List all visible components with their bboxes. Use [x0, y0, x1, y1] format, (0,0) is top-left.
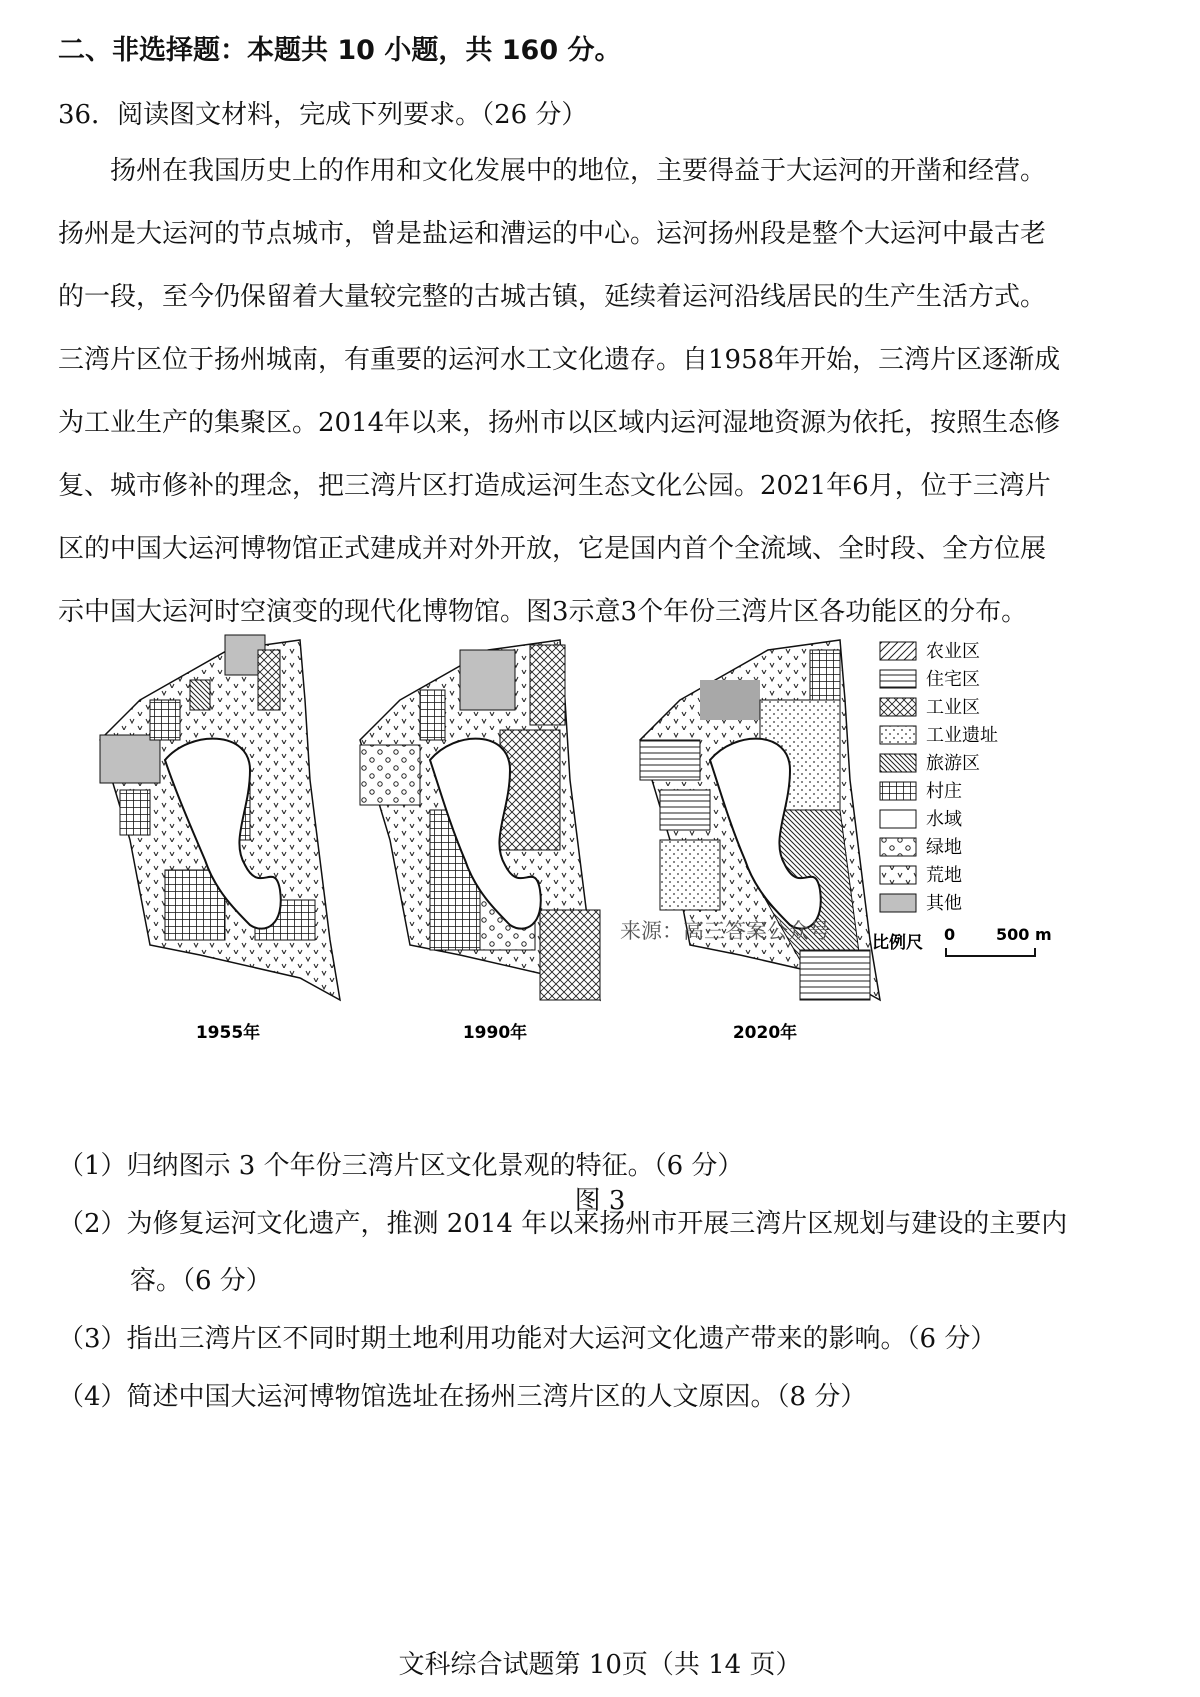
other-area [460, 650, 515, 710]
legend-label: 旅游区 [926, 753, 980, 774]
legend-label: 农业区 [926, 641, 980, 662]
legend-label: 工业遗址 [926, 725, 998, 746]
question-header: 36．阅读图文材料，完成下列要求。（26 分） [58, 100, 588, 130]
paragraph-line: 扬州在我国历史上的作用和文化发展中的地位，主要得益于大运河的开凿和经营。 [110, 156, 1047, 186]
map-label-1955: 1955年 [195, 1023, 261, 1043]
sub-question-2: （2）为修复运河文化遗产，推测 2014 年以来扬州市开展三湾片区规划与建设的主要内 [58, 1209, 1068, 1239]
map-label-2020: 2020年 [732, 1023, 798, 1043]
legend-swatch-other [880, 894, 916, 912]
legend-swatch-water [880, 810, 916, 828]
scale-label: 比例尺 [872, 933, 923, 953]
page-footer: 文科综合试题第 10页（共 14 页） [398, 1650, 802, 1680]
green-area [360, 745, 420, 805]
sub-question-3: （3）指出三湾片区不同时期土地利用功能对大运河文化遗产带来的影响。（6 分） [58, 1324, 997, 1354]
other-area [700, 680, 760, 720]
legend-swatch-village [880, 782, 916, 800]
village-area [120, 790, 150, 835]
sub-question-1: （1）归纳图示 3 个年份三湾片区文化景观的特征。（6 分） [58, 1151, 744, 1181]
village-area [420, 690, 445, 740]
scale-line [946, 948, 1035, 956]
sub-question-4: （4）简述中国大运河博物馆选址在扬州三湾片区的人文原因。（8 分） [58, 1382, 867, 1412]
map-legend [880, 641, 998, 914]
paragraph-line: 三湾片区位于扬州城南，有重要的运河水工文化遗存。自1958年开始，三湾片区逐渐成 [58, 345, 1061, 375]
legend-label: 村庄 [926, 781, 962, 802]
industrial-heritage-area [660, 840, 720, 910]
legend-label: 荒地 [926, 865, 962, 886]
sub-question-2-continued: 容。（6 分） [130, 1266, 272, 1296]
legend-label: 工业区 [926, 697, 980, 718]
source-watermark: 来源：高三答案公众号 [620, 919, 830, 943]
material-paragraph [58, 140, 1143, 644]
residential-area [800, 950, 870, 1000]
legend-label: 水域 [926, 809, 962, 830]
legend-label: 其他 [926, 893, 962, 914]
tourism-area [190, 680, 210, 710]
legend-swatch-tourism [880, 754, 916, 772]
legend-swatch-green [880, 838, 916, 856]
legend-swatch-industrial-heritage [880, 726, 916, 744]
map-1955 [100, 635, 340, 1000]
scale-bar [872, 925, 1052, 956]
paragraph-line: 区的中国大运河博物馆正式建成并对外开放，它是国内首个全流域、全时段、全方位展 [58, 534, 1047, 564]
scale-zero: 0 [944, 925, 956, 944]
village-area [810, 650, 840, 700]
scale-value: 500 m [996, 925, 1052, 944]
legend-swatch-residential [880, 670, 916, 688]
other-area [100, 735, 160, 783]
paragraph-line: 为工业生产的集聚区。2014年以来，扬州市以区域内运河湿地资源为依托，按照生态修 [58, 408, 1061, 438]
figure-caption: 图 3 [574, 1186, 626, 1216]
residential-area [660, 790, 710, 830]
map-label-1990: 1990年 [462, 1023, 528, 1043]
map-2020 [640, 640, 880, 1000]
village-area [150, 700, 180, 740]
legend-swatch-wasteland [880, 866, 916, 884]
legend-swatch-agriculture [880, 642, 916, 660]
section-title: 二、非选择题：本题共 10 小题，共 160 分。 [58, 35, 622, 66]
legend-label: 绿地 [926, 837, 962, 858]
paragraph-line: 的一段，至今仍保留着大量较完整的古城古镇，延续着运河沿线居民的生产生活方式。 [58, 282, 1047, 312]
legend-label: 住宅区 [926, 669, 980, 690]
industrial-area [540, 910, 600, 1000]
legend-swatch-industrial [880, 698, 916, 716]
map-1990 [360, 640, 600, 1000]
paragraph-line: 复、城市修补的理念，把三湾片区打造成运河生态文化公园。2021年6月，位于三湾片 [58, 471, 1051, 501]
paragraph-line: 示中国大运河时空演变的现代化博物馆。图3示意3个年份三湾片区各功能区的分布。 [58, 597, 1028, 627]
paragraph-line: 扬州是大运河的节点城市，曾是盐运和漕运的中心。运河扬州段是整个大运河中最古老 [58, 219, 1047, 249]
industrial-area [530, 645, 565, 725]
residential-area [640, 740, 700, 780]
figure-3 [0, 641, 1200, 1130]
industrial-area [258, 650, 280, 710]
